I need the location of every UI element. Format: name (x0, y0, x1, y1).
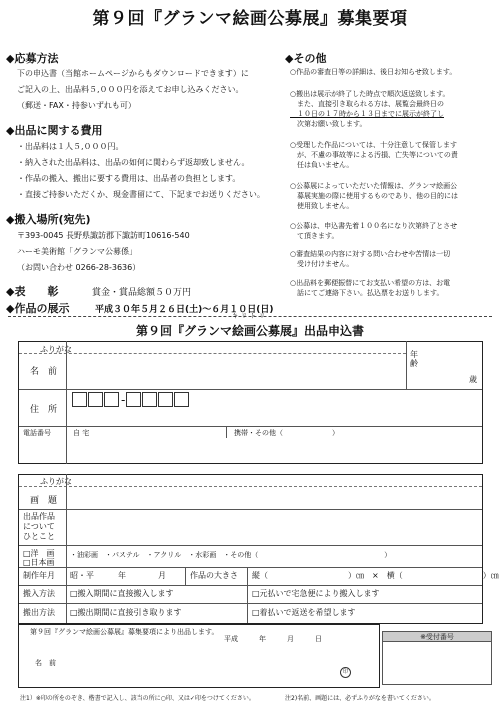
mobile-phone-input[interactable] (330, 427, 480, 438)
western-painting-checkbox[interactable]: □洋 画 (23, 549, 55, 558)
date-field[interactable]: 平成 年 月 日 (224, 635, 322, 643)
address-heading: ◆搬入場所(宛先) (6, 213, 91, 226)
note-item: ○受理した作品については、十分注意して保管します が、不慮の事故等による汚損、亡失等についての責 任は負いません。 (290, 141, 458, 169)
sign-name-input[interactable] (70, 655, 340, 673)
exhibit-dates: 平成３０年５月２６日(土)〜６月１０日(日) (95, 305, 274, 315)
apply-line: （郵送・FAX・持参いずれも可） (17, 101, 136, 110)
row-divider (19, 603, 482, 604)
award-text: 賞金・賞品総額５０万円 (92, 288, 192, 298)
media-options[interactable]: ・油彩画 ・パステル ・アクリル ・水彩画 ・その他（ ） (70, 551, 392, 559)
work-title-label: 画 題 (30, 496, 58, 506)
home-phone-label: 自 宅 (73, 429, 90, 437)
note-item: ○公募展によっていただいた情報は、グランマ絵画公 募展実施の際に使用するものであり、他の目的には 使用致しません。 (290, 182, 458, 210)
fee-line: ・出品料は１人５,０００円。 (17, 142, 124, 151)
delivery-out-label: 搬出方法 (23, 608, 55, 617)
statement-text: 第９回『グランマ絵画公募展』募集要項により出品します。 (30, 628, 219, 636)
age-divider (406, 341, 407, 389)
postal-digit-box[interactable] (174, 392, 189, 407)
label-column-divider (66, 341, 67, 464)
age-label: 年齢 (410, 350, 418, 368)
postal-code-boxes[interactable] (72, 392, 190, 407)
label-column-divider (66, 567, 67, 623)
delivery-out-direct-checkbox[interactable]: □搬出期間に直接引き取ります (70, 608, 182, 617)
reception-number-header: ※受付番号 (382, 631, 492, 642)
furigana-divider (19, 486, 482, 487)
age-unit: 歳 (469, 375, 477, 384)
postal-digit-box[interactable] (126, 392, 141, 407)
row-divider (19, 545, 482, 546)
tel-label: 電話番号 (23, 429, 51, 437)
delivery-in-courier-checkbox[interactable]: □元払いで宅急便により搬入します (252, 589, 380, 598)
address-line: 〒393-0045 長野県諏訪郡下諏訪町10616-540 (17, 231, 190, 240)
row-divider (19, 389, 482, 390)
page-title: 第９回『グランマ絵画公募展』募集要項 (92, 9, 408, 29)
sign-name-label: 名 前 (35, 659, 56, 667)
fee-line: ・直接ご持参いただくか、現金書留にて、下記までお送りください。 (17, 190, 265, 199)
address-input[interactable] (70, 410, 480, 424)
apply-line: ご記入の上、出品料５,０００円を添えてお申し込みください。 (17, 85, 244, 94)
year-label: 制作年月 (23, 571, 55, 580)
fee-heading: ◆出品に関する費用 (6, 124, 103, 137)
furigana-divider (19, 353, 406, 354)
footnote-1: 注1）※印の所をのぞき、楷書で記入し、該当の所に○印、又は✓印をつけてください。 (20, 695, 255, 702)
age-input[interactable] (424, 352, 468, 382)
postal-digit-box[interactable] (88, 392, 103, 407)
postal-digit-box[interactable] (72, 392, 87, 407)
size-input[interactable]: 縦（ ）㎝ × 横（ ）㎝ (252, 571, 499, 580)
award-heading: ◆表 彰 (6, 285, 59, 298)
option-divider (247, 585, 248, 623)
note-item: ○出品料を郵便振替にてお支払い希望の方は、お電 話にてご連絡下さい。払込票をお送りします。 (290, 279, 451, 297)
delivery-out-return-checkbox[interactable]: □着払いで返送を希望します (252, 608, 356, 617)
delivery-in-label: 搬入方法 (23, 589, 55, 598)
apply-heading: ◆応募方法 (6, 52, 59, 65)
exhibit-heading: ◆作品の展示 (6, 302, 70, 315)
note-item: ○搬出は展示が終了した時点で順次返送致します。 また、直接引き取られる方は、展覧会最終日の １０日の１７時から１３日までに展示が終了し 次第お願い致します。 (290, 90, 450, 128)
address-label: 住 所 (30, 405, 58, 415)
footnote-2: 注2)名前、画題には、必ずふりがなを書いてください。 (285, 695, 435, 702)
furigana-label: ふりがな (40, 345, 72, 354)
name-label: 名 前 (30, 367, 58, 377)
japanese-painting-checkbox[interactable]: □日本画 (23, 558, 55, 567)
size-divider (185, 567, 186, 585)
form-title: 第９回『グランマ絵画公募展』出品申込書 (135, 324, 364, 338)
furigana-label: ふりがな (40, 477, 72, 486)
postal-digit-box[interactable] (142, 392, 157, 407)
address-line: ハーモ美術館「グランマ公募係」 (17, 247, 137, 256)
size-label: 作品の大きさ (190, 571, 238, 580)
postal-digit-box[interactable] (104, 392, 119, 407)
year-input[interactable]: 昭・平 年 月 (70, 571, 166, 580)
note-item: ○作品の審査日等の詳細は、後日お知らせ致します。 (290, 68, 457, 76)
comment-input[interactable] (70, 511, 480, 543)
note-item: ○公募は、申込書先着１００名になり次第終了とさせ て頂きます。 (290, 222, 458, 240)
note-item: ○審査結果の内容に対する問い合わせや苦情は一切 受け付けません。 (290, 250, 451, 268)
address-line: （お問い合わせ 0266-28-3636） (17, 263, 141, 272)
name-input[interactable] (70, 356, 404, 380)
kiritori-label: キリトリ (231, 313, 268, 320)
postal-digit-box[interactable] (158, 392, 173, 407)
reception-number-field (382, 642, 492, 685)
postal-hyphen: - (121, 392, 126, 407)
seal-mark: 印 (340, 667, 351, 678)
fee-line: ・作品の搬入、搬出に要する費用は、出品者の負担とします。 (17, 174, 241, 183)
delivery-in-direct-checkbox[interactable]: □搬入期間に直接搬入します (70, 589, 174, 598)
comment-label: 出品作品 について ひとこと (23, 512, 55, 541)
row-divider (19, 509, 482, 510)
fee-line: ・納入された出品料は、出品の如何に関わらず返却致しません。 (17, 158, 250, 167)
row-divider (19, 585, 482, 586)
mobile-phone-label: 携帯・その他（ ） (234, 429, 339, 437)
other-heading: ◆その他 (285, 52, 327, 65)
size-divider (247, 567, 248, 585)
phone-divider (226, 426, 227, 438)
label-column-divider (66, 474, 67, 567)
apply-line: 下の申込書（当館ホームページからもダウンロードできます）に (17, 69, 249, 78)
home-phone-input[interactable] (98, 427, 218, 438)
work-title-input[interactable] (70, 488, 480, 508)
row-divider (19, 567, 482, 568)
